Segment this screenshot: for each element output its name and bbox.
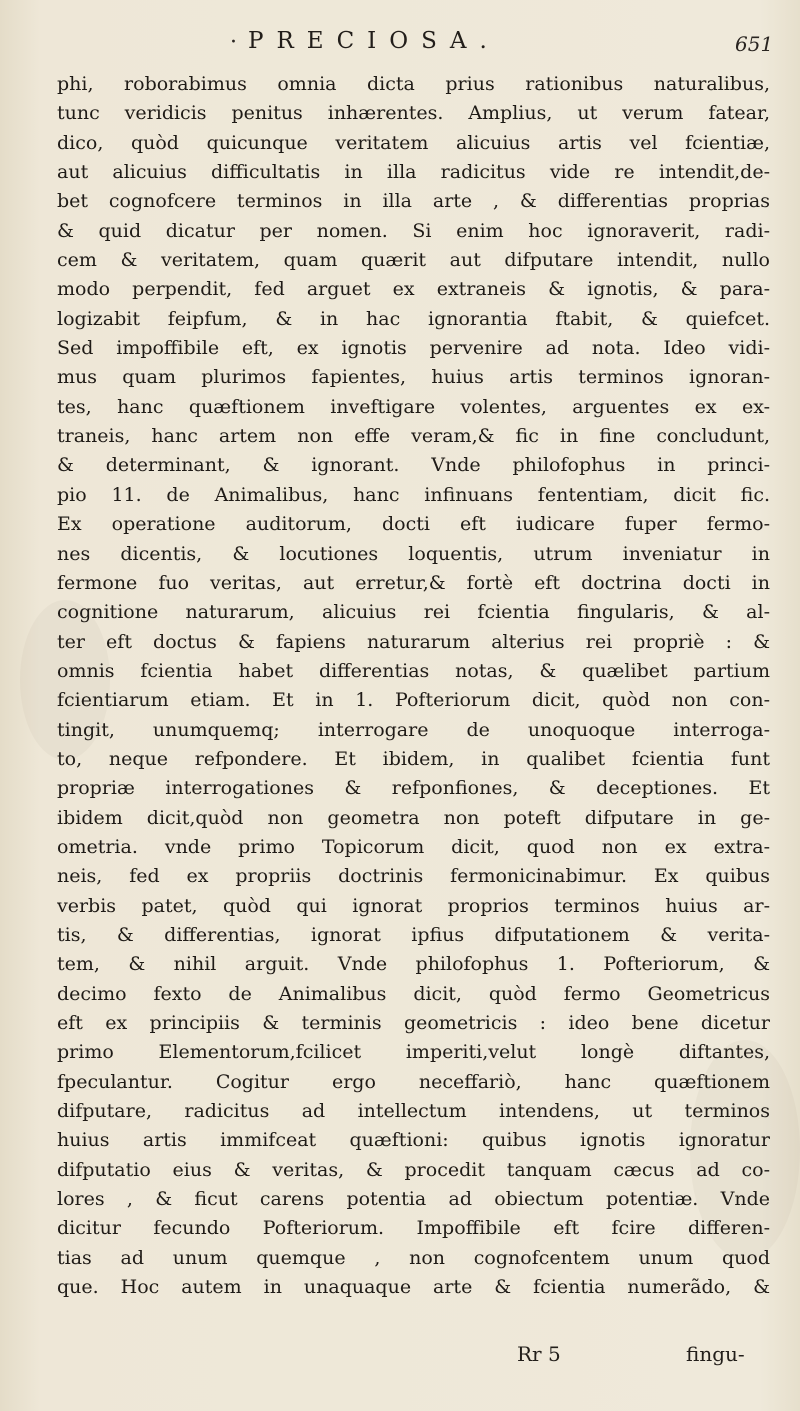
text-line: to, neque refpondere. Et ibidem, in qualibet fcientia funt [57, 747, 770, 770]
text-line: aut alicuius difficultatis in illa radicitus vide re intendit,de- [57, 161, 770, 184]
catchword: fingu- [686, 1342, 745, 1366]
page-number: 651 [735, 32, 774, 56]
text-line: nes dicentis, & locutiones loquentis, utrum inveniatur in [57, 542, 770, 565]
text-line: eft ex principiis & terminis geometricis : ideo bene dicetur [57, 1012, 770, 1034]
text-line: tem, & nihil arguit. Vnde philofophus 1. Pofteriorum, & [57, 953, 770, 976]
text-line: phi, roborabimus omnia dicta prius rationibus naturalibus, [57, 73, 770, 95]
text-line: bet cognofcere terminos in illa arte , & differentias proprias [57, 190, 770, 213]
text-line: propriæ interrogationes & refponfiones, & deceptiones. Et [57, 777, 770, 800]
text-line: fpeculantur. Cogitur ergo neceffariò, hanc quæftionem [57, 1070, 770, 1093]
text-line: difputatio eius & veritas, & procedit tanquam cæcus ad co- [57, 1158, 770, 1181]
text-line: dicitur fecundo Pofteriorum. Impoffibile eft fcire differen- [57, 1217, 770, 1240]
text-line: ometria. vnde primo Topicorum dicit, quod non ex extra- [57, 835, 770, 858]
text-line: & determinant, & ignorant. Vnde philofophus in princi- [57, 454, 770, 477]
text-line: huius artis immifceat quæftioni: quibus ignotis ignoratur [57, 1129, 770, 1152]
running-head [0, 18, 800, 58]
head-mark: · [230, 30, 237, 55]
text-line: tias ad unum quemque , non cognofcentem unum quod [57, 1246, 770, 1269]
text-line: Ex operatione auditorum, docti eft iudicare fuper fermo- [57, 513, 770, 536]
text-line: tunc veridicis penitus inhærentes. Amplius, ut verum fatear, [57, 102, 770, 125]
text-line: tes, hanc quæftionem inveftigare volentes, arguentes ex ex- [57, 395, 770, 418]
text-line: fcientiarum etiam. Et in 1. Pofteriorum dicit, quòd non con- [57, 689, 770, 712]
body-text [57, 70, 770, 1302]
text-line: cem & veritatem, quam quærit aut difputare intendit, nullo [57, 249, 770, 272]
text-line: mus quam plurimos fapientes, huius artis terminos ignoran- [57, 366, 770, 389]
text-line: logizabit feipfum, & in hac ignorantia ftabit, & quiefcet. [57, 307, 770, 330]
text-line: ibidem dicit,quòd non geometra non poteft difputare in ge- [57, 806, 770, 829]
text-line: difputare, radicitus ad intellectum intendens, ut terminos [57, 1100, 770, 1123]
text-line: traneis, hanc artem non effe veram,& fic in fine concludunt, [57, 425, 770, 448]
running-title: PRECIOSA. [248, 28, 500, 54]
text-line: pio 11. de Animalibus, hanc infinuans fententiam, dicit fic. [57, 483, 770, 506]
text-line: dico, quòd quicunque veritatem alicuius artis vel fcientiæ, [57, 131, 770, 154]
text-line: omnis fcientia habet differentias notas, & quælibet partium [57, 659, 770, 682]
text-line: fermone fuo veritas, aut erretur,& fortè eft doctrina docti in [57, 571, 770, 594]
signature-mark: Rr 5 [517, 1342, 561, 1366]
text-line: tingit, unumquemq; interrogare de unoquoque interroga- [57, 718, 770, 741]
text-line: ter eft doctus & fapiens naturarum alterius rei propriè : & [57, 630, 770, 653]
text-line: & quid dicatur per nomen. Si enim hoc ignoraverit, radi- [57, 219, 770, 242]
text-line: neis, fed ex propriis doctrinis fermonicinabimur. Ex quibus [57, 865, 770, 888]
text-line: verbis patet, quòd qui ignorat proprios terminos huius ar- [57, 894, 770, 917]
text-line: modo perpendit, fed arguet ex extraneis & ignotis, & para- [57, 278, 770, 301]
text-line: Sed impoffibile eft, ex ignotis pervenire ad nota. Ideo vidi- [57, 337, 770, 360]
text-line: decimo fexto de Animalibus dicit, quòd fermo Geometricus [57, 982, 770, 1005]
text-line: tis, & differentias, ignorat ipfius difputationem & verita- [57, 923, 770, 946]
page-footer [0, 1342, 800, 1374]
text-line: primo Elementorum,fcilicet imperiti,velut longè diftantes, [57, 1041, 770, 1064]
text-line: que. Hoc autem in unaquaque arte & fcientia numerãdo, & [57, 1276, 770, 1299]
text-line: cognitione naturarum, alicuius rei fcientia fingularis, & al- [57, 601, 770, 624]
text-line: lores , & ficut carens potentia ad obiectum potentiæ. Vnde [57, 1188, 770, 1211]
